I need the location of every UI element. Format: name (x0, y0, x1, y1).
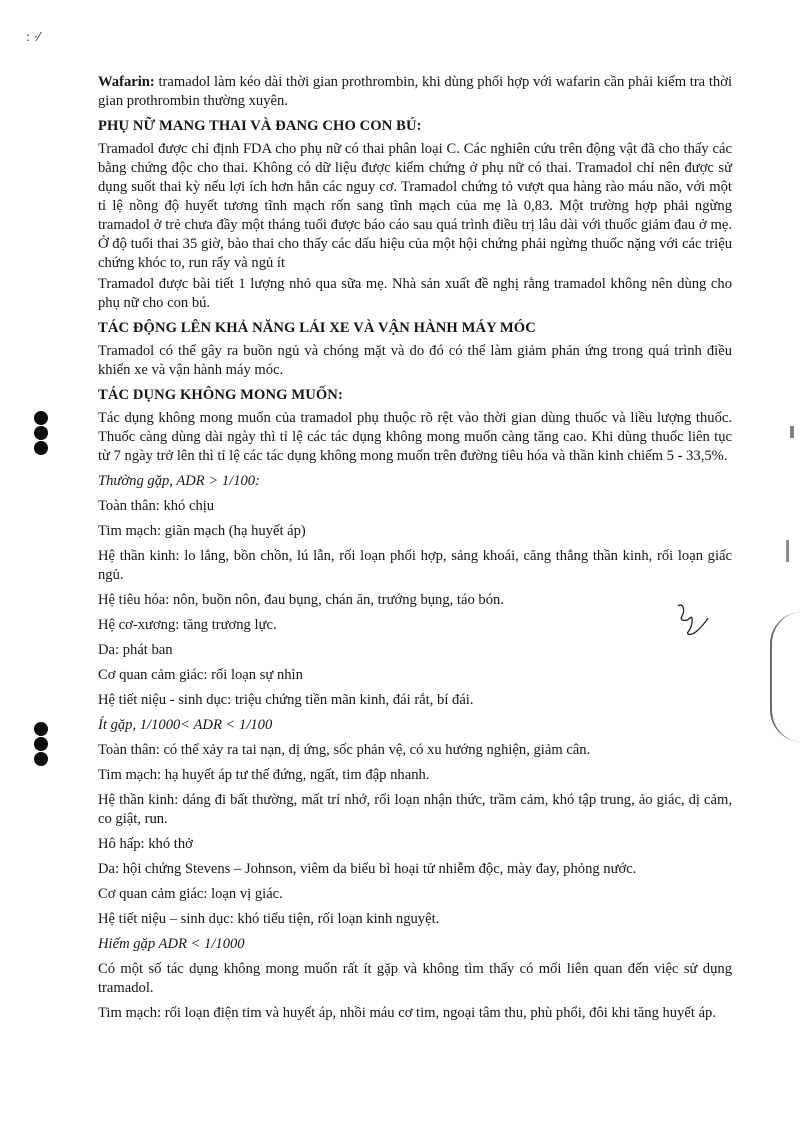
driving-paragraph: Tramadol có thể gây ra buồn ngủ và chóng mặt và do đó có thể làm giảm phản ứng trong quá trình điều khiển xe và vận hành máy móc. (98, 343, 732, 378)
common-item: Hệ tiêu hóa: nôn, buồn nôn, đau bụng, chán ăn, trướng bụng, táo bón. (98, 592, 504, 608)
uncommon-item: Toàn thân: có thể xảy ra tai nạn, dị ứng, sốc phản vệ, có xu hướng nghiện, giảm cân. (98, 742, 591, 758)
common-item: Cơ quan cảm giác: rối loạn sự nhìn (98, 667, 303, 683)
common-item: Toàn thân: khó chịu (98, 498, 215, 514)
rare-item: Có một số tác dụng không mong muốn rất ít gặp và không tìm thấy có mối liên quan đến việc sử dụng tramadol. (98, 961, 732, 996)
scan-edge-mark (786, 540, 789, 562)
pregnancy-paragraph-1: Tramadol được chỉ định FDA cho phụ nữ có thai phân loại C. Các nghiên cứu trên động vật đã cho thấy các bằng chứng độc cho thai. Không có dữ liệu được kiểm chứng ở phụ nữ có thai. Tramadol chỉ nên được sử dụng suốt thai kỳ nếu lợi ích hơn hẳn các nguy cơ. Tramadol chứng tỏ vượt qua hàng rào máu não, với một tỉ lệ nồng độ huyết tương tĩnh mạch rốn sang tĩnh mạch của mẹ là 0,83. Một trường hợp phải ngừng tramadol ở trẻ chưa đầy một tháng tuổi được báo cáo sau quá trình điều trị lâu dài với thuốc giảm đau ở mẹ. Ở độ tuổi thai 35 giờ, bào thai cho thấy các dấu hiệu của một hội chứng phải ngừng thuốc nặng với các triệu chứng khóc to, run rẩy và ngủ ít (98, 141, 732, 271)
adverse-paragraph: Tác dụng không mong muốn của tramadol phụ thuộc rõ rệt vào thời gian dùng thuốc và liều lượng thuốc. Thuốc càng dùng dài ngày thì tỉ lệ các tác dụng không mong muốn càng tăng cao. Khi dùng thuốc liên tục từ 7 ngày trở lên thì tỉ lệ các tác dụng không mong muốn trên đường tiêu hóa và thần kinh chiếm 5 - 33,5%. (98, 410, 732, 464)
uncommon-item: Hệ tiết niệu – sinh dục: khó tiểu tiện, rối loạn kinh nguyệt. (98, 911, 440, 927)
scan-mark-top-left: : ·⁄ (26, 30, 40, 44)
driving-heading: TÁC ĐỘNG LÊN KHẢ NĂNG LÁI XE VÀ VẬN HÀNH MÁY MÓC (98, 320, 536, 336)
warfarin-label: Wafarin: (98, 74, 155, 90)
rare-heading: Hiếm gặp ADR < 1/1000 (98, 936, 245, 952)
adverse-heading: TÁC DỤNG KHÔNG MONG MUỐN: (98, 387, 343, 403)
common-item: Tim mạch: giãn mạch (hạ huyết áp) (98, 523, 306, 539)
common-item: Hệ thần kinh: lo lắng, bồn chồn, lú lẫn, rối loạn phối hợp, sảng khoái, căng thẳng thần kinh, rối loạn giấc ngủ. (98, 548, 732, 583)
uncommon-item: Da: hội chứng Stevens – Johnson, viêm da biểu bì hoại tử nhiễm độc, mày đay, phỏng nước. (98, 861, 637, 877)
document-body (98, 73, 732, 1029)
punch-hole-1c (34, 441, 48, 455)
common-item: Da: phát ban (98, 642, 173, 658)
punch-hole-2a (34, 722, 48, 736)
pregnancy-heading: PHỤ NỮ MANG THAI VÀ ĐANG CHO CON BÚ: (98, 118, 422, 134)
punch-hole-2b (34, 737, 48, 751)
uncommon-item: Hô hấp: khó thở (98, 836, 193, 852)
uncommon-item: Hệ thần kinh: dáng đi bất thường, mất trí nhớ, rối loạn nhận thức, trầm cảm, khó tập trung, ảo giác, dị cảm, co giật, run. (98, 792, 732, 827)
uncommon-heading: Ít gặp, 1/1000< ADR < 1/100 (98, 717, 273, 733)
warfarin-text: tramadol làm kéo dài thời gian prothrombin, khi dùng phối hợp với wafarin cần phải kiểm tra thời gian prothrombin thường xuyên. (98, 74, 732, 109)
common-item: Hệ cơ-xương: tăng trương lực. (98, 617, 277, 633)
warfarin-paragraph (98, 73, 732, 111)
pregnancy-paragraph-2: Tramadol được bài tiết 1 lượng nhỏ qua sữa mẹ. Nhà sản xuất đề nghị rằng tramadol không nên dùng cho phụ nữ cho con bú. (98, 276, 732, 311)
common-item: Hệ tiết niệu - sinh dục: triệu chứng tiền mãn kinh, đái rắt, bí đái. (98, 692, 474, 708)
uncommon-item: Cơ quan cảm giác: loạn vị giác. (98, 886, 283, 902)
uncommon-item: Tim mạch: hạ huyết áp tư thế đứng, ngất, tim đập nhanh. (98, 767, 430, 783)
punch-hole-1b (34, 426, 48, 440)
rare-item: Tim mạch: rối loạn điện tim và huyết áp, nhồi máu cơ tim, ngoại tâm thu, phù phổi, đôi khi tăng huyết áp. (98, 1005, 717, 1021)
punch-hole-2c (34, 752, 48, 766)
common-heading: Thường gặp, ADR > 1/100: (98, 473, 260, 489)
punch-hole-1a (34, 411, 48, 425)
stamp-edge-fragment (770, 612, 800, 742)
scan-edge-mark (790, 426, 794, 438)
